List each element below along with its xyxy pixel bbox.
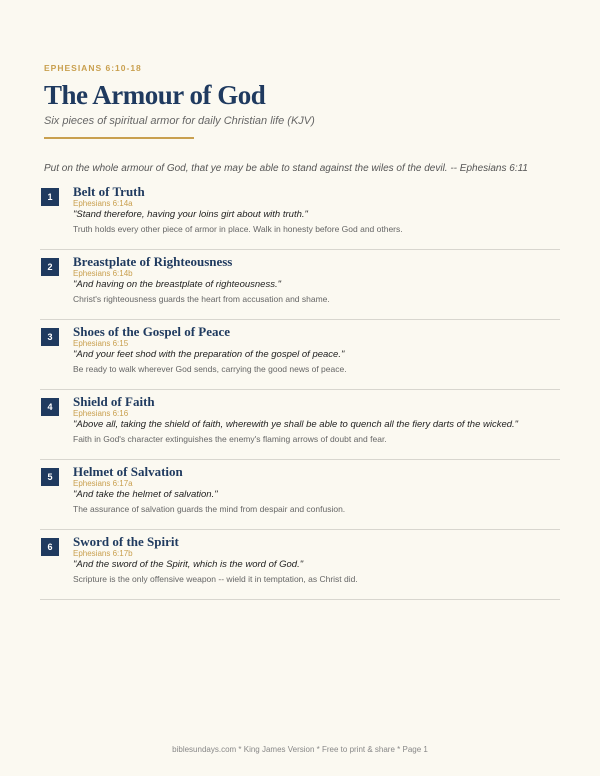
armor-item [40,391,560,460]
title-divider [44,137,194,139]
item-verse: "Above all, taking the shield of faith, wherewith ye shall be able to quench all the fiery darts of the wicked." [73,419,519,430]
item-note: Scripture is the only offensive weapon -- wield it in temptation, as Christ did. [73,574,358,584]
item-reference: Ephesians 6:14b [73,269,133,278]
item-note: Christ's righteousness guards the heart from accusation and shame. [73,294,330,304]
item-verse: "Stand therefore, having your loins girt about with truth." [73,209,308,220]
item-title: Shoes of the Gospel of Peace [73,324,231,339]
item-reference: Ephesians 6:17b [73,549,133,558]
page-title: The Armour of God [44,80,266,110]
page-footer: biblesundays.com * King James Version * Free to print & share * Page 1 [172,745,428,754]
item-number-badge: 4 [41,398,59,416]
item-reference: Ephesians 6:14a [73,199,133,208]
item-verse: "And your feet shod with the preparation of the gospel of peace." [73,349,345,360]
item-note: Truth holds every other piece of armor in place. Walk in honesty before God and others. [73,224,403,234]
item-verse: "And the sword of the Spirit, which is the word of God." [73,559,304,570]
item-reference: Ephesians 6:17a [73,479,133,488]
item-number-badge: 6 [41,538,59,556]
item-verse: "And take the helmet of salvation." [73,489,218,500]
item-note: The assurance of salvation guards the mind from despair and confusion. [73,504,346,514]
armor-item [40,531,560,600]
item-verse: "And having on the breastplate of righteousness." [73,279,281,290]
item-number-badge: 3 [41,328,59,346]
key-verse: Put on the whole armour of God, that ye may be able to stand against the wiles of the devil. -- Ephesians 6:11 [44,163,528,174]
armor-item [40,321,560,390]
item-reference: Ephesians 6:15 [73,339,129,348]
armor-item [40,251,560,320]
item-number-badge: 1 [41,188,59,206]
item-title: Belt of Truth [73,184,145,199]
armor-item [40,461,560,530]
item-note: Faith in God's character extinguishes the enemy's flaming arrows of doubt and fear. [73,434,387,444]
item-number-badge: 5 [41,468,59,486]
item-number-badge: 2 [41,258,59,276]
armor-item [40,181,560,250]
armor-list [40,181,560,601]
item-title: Breastplate of Righteousness [73,254,233,269]
scripture-reference-eyebrow: EPHESIANS 6:10-18 [44,63,142,73]
item-reference: Ephesians 6:16 [73,409,129,418]
page-subtitle: Six pieces of spiritual armor for daily Christian life (KJV) [44,115,315,127]
item-note: Be ready to walk wherever God sends, carrying the good news of peace. [73,364,347,374]
item-title: Shield of Faith [73,394,155,409]
item-title: Helmet of Salvation [73,464,183,479]
item-title: Sword of the Spirit [73,534,179,549]
